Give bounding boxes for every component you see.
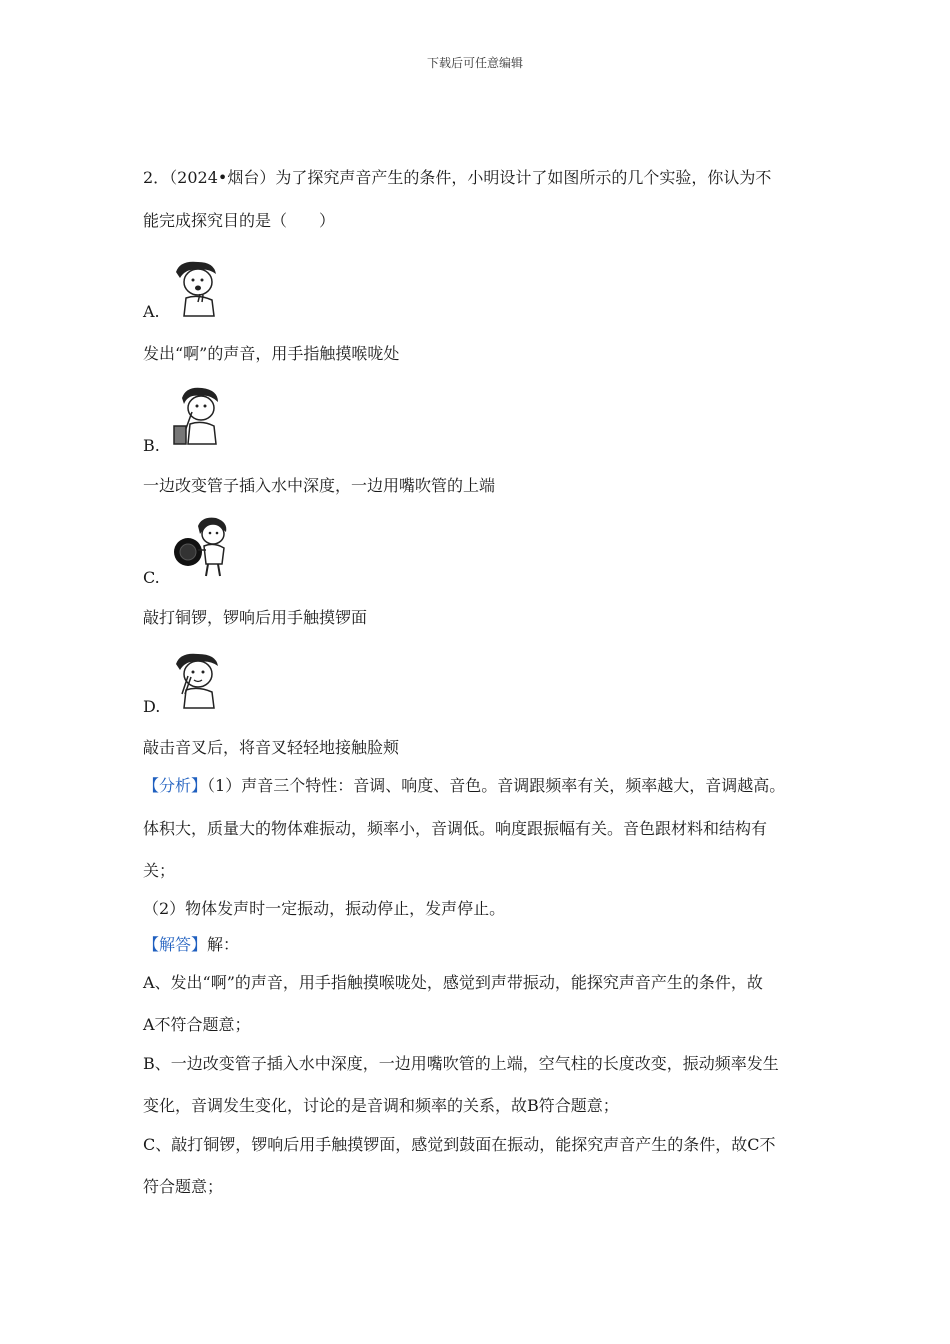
- option-b-figure: [168, 386, 230, 448]
- answer-tag: 【解答】: [143, 935, 208, 954]
- analysis-text-1: （1）声音三个特性：音调、响度、音色。音调跟频率有关，频率越大，音调越高。: [207, 776, 786, 795]
- option-d-text: 敲击音叉后，将音叉轻轻地接触脸颊: [143, 738, 400, 757]
- option-a-figure: [168, 258, 230, 320]
- option-c-label: C.: [143, 568, 160, 587]
- option-d-figure: [168, 650, 230, 712]
- question-line-2: 能完成探究目的是（ ）: [143, 211, 336, 230]
- answer-a-line-1: A、发出“啊”的声音，用手指触摸喉咙处，感觉到声带振动，能探究声音产生的条件，故: [143, 973, 763, 992]
- option-a-label: A.: [143, 302, 160, 321]
- analysis-line-1: [143, 776, 785, 796]
- answer-a-line-2: A不符合题意；: [143, 1015, 251, 1034]
- page-header: 下载后可任意编辑: [426, 56, 523, 70]
- option-b-label: B.: [143, 436, 160, 455]
- option-c-figure: [168, 516, 230, 578]
- option-a-text: 发出“啊”的声音，用手指触摸喉咙处: [143, 344, 400, 363]
- question-line-1: 2．（2024•烟台）为了探究声音产生的条件，小明设计了如图所示的几个实验，你认为不: [143, 168, 772, 187]
- answer-intro: 解：: [207, 935, 240, 954]
- answer-c-line-2: 符合题意；: [143, 1177, 224, 1196]
- answer-header: [143, 935, 239, 955]
- answer-c-line-1: C、敲打铜锣，锣响后用手触摸锣面，感觉到鼓面在振动，能探究声音产生的条件，故C不: [143, 1135, 776, 1154]
- analysis-line-3: 关；: [143, 861, 176, 880]
- option-c-text: 敲打铜锣，锣响后用手触摸锣面: [143, 608, 368, 627]
- option-b-text: 一边改变管子插入水中深度，一边用嘴吹管的上端: [143, 476, 496, 495]
- analysis-line-2: 体积大，质量大的物体难振动，频率小，音调低。响度跟振幅有关。音色跟材料和结构有: [143, 819, 768, 838]
- analysis-line-4: （2）物体发声时一定振动，振动停止，发声停止。: [143, 899, 506, 918]
- option-d-label: D.: [143, 697, 161, 716]
- analysis-tag: 【分析】: [143, 776, 208, 795]
- answer-b-line-2: 变化，音调发生变化，讨论的是音调和频率的关系，故B符合题意；: [143, 1096, 619, 1115]
- answer-b-line-1: B、一边改变管子插入水中深度，一边用嘴吹管的上端，空气柱的长度改变，振动频率发生: [143, 1054, 779, 1073]
